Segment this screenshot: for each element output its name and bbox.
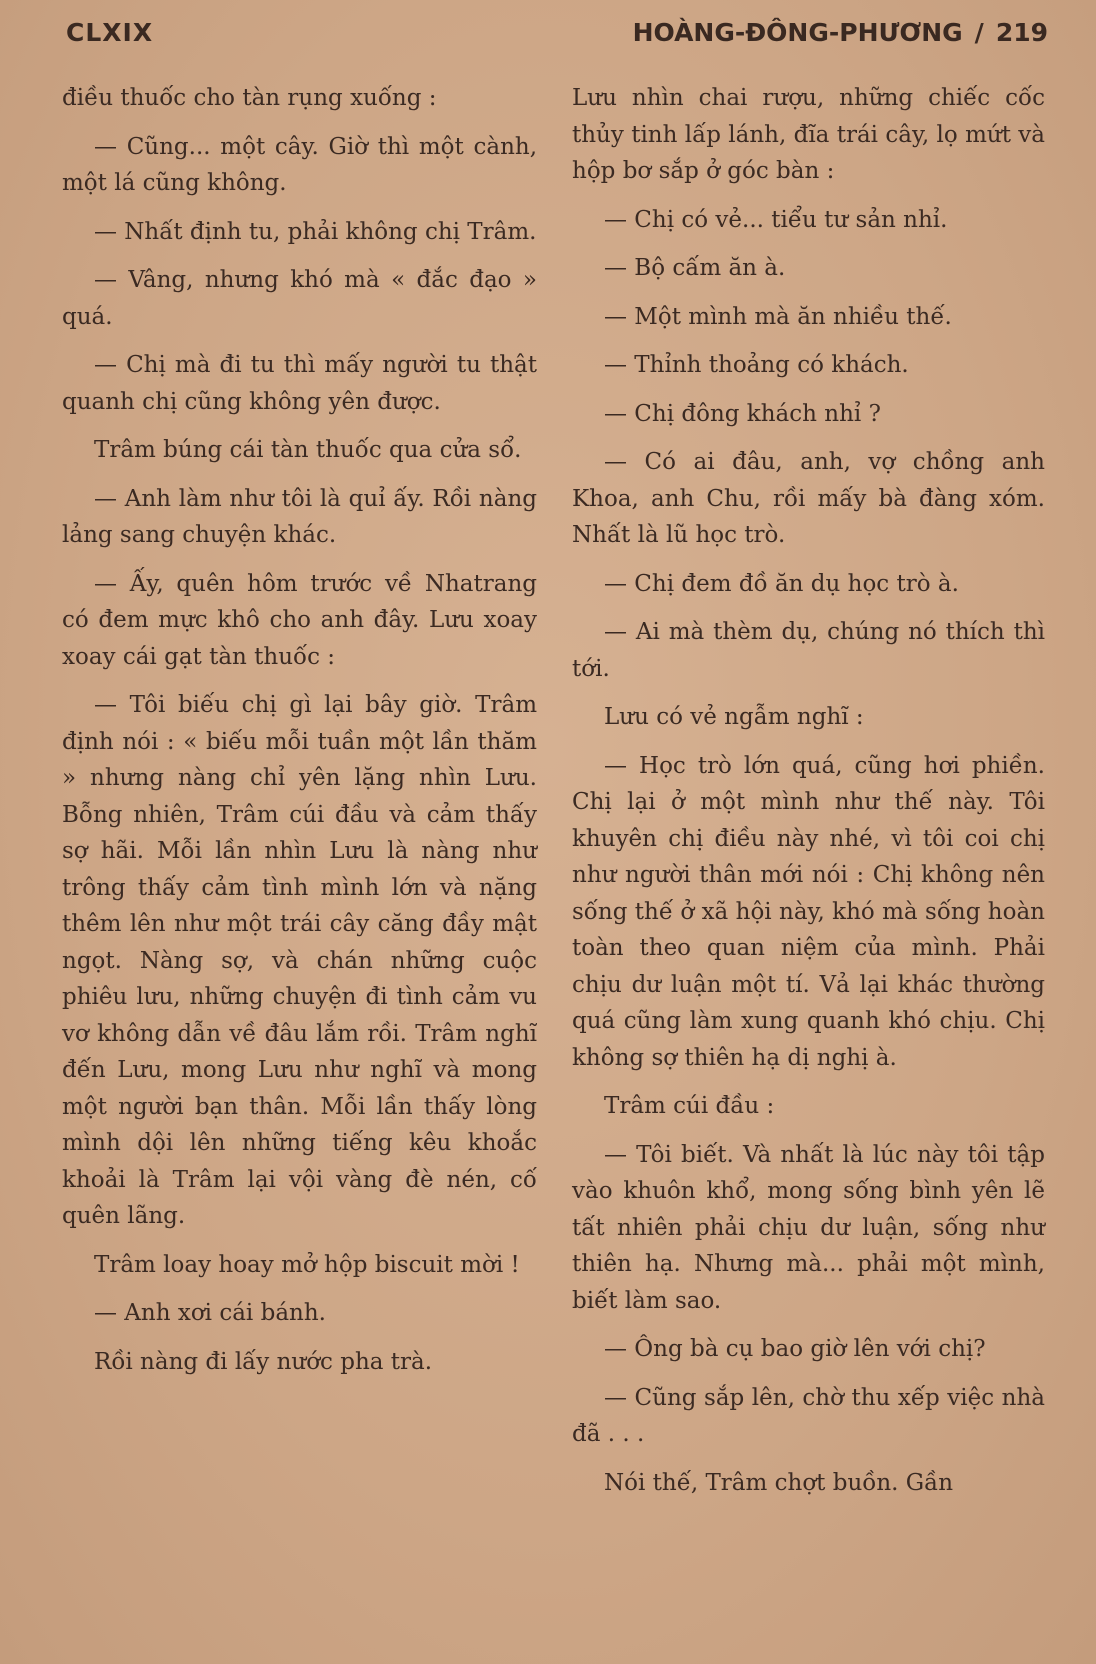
paragraph: — Có ai đâu, anh, vợ chồng anh Khoa, anh Chu, rồi mấy bà đàng xóm. Nhất là lũ học trò. — [572, 449, 1045, 548]
paragraph: Trâm loay hoay mở hộp biscuit mời ! — [94, 1251, 520, 1278]
paragraph: Nói thế, Trâm chợt buồn. Gần — [604, 1469, 954, 1496]
paragraph: Lưu nhìn chai rượu, những chiếc cốc thủy tinh lấp lánh, đĩa trái cây, lọ mứt và hộp bơ sắp ở góc bàn : — [572, 85, 1045, 184]
header-separator: / — [974, 18, 984, 47]
page-number: 219 — [995, 18, 1048, 47]
paragraph: — Cũng sắp lên, chờ thu xếp việc nhà đã . . . — [572, 1384, 1045, 1447]
paragraph: — Ai mà thèm dụ, chúng nó thích thì tới. — [572, 619, 1045, 682]
paragraph: — Cũng... một cây. Giờ thì một cành, một lá cũng không. — [62, 133, 537, 196]
paragraph: — Nhất định tu, phải không chị Trâm. — [94, 218, 537, 245]
paragraph: — Học trò lớn quá, cũng hơi phiền. Chị lại ở một mình như thế này. Tôi khuyên chị điều này nhé, vì tôi coi chị như người thân mới nói : Chị không nên sống thế ở xã hội này, khó mà sống hoàn toàn theo quan niệm của mình. Phải chịu dư luận một tí. Vả lại khác thường quá cũng làm xung quanh khó chịu. Chị không sợ thiên hạ dị nghị à. — [572, 752, 1045, 1071]
right-text-column — [572, 80, 1045, 1644]
left-text-column — [62, 80, 537, 1644]
paragraph: — Anh xơi cái bánh. — [94, 1300, 326, 1326]
paragraph: — Ấy, quên hôm trước về Nhatrang có đem mực khô cho anh đây. Lưu xoay xoay cái gạt tàn thuốc : — [62, 570, 537, 670]
page-header — [66, 18, 1048, 58]
paragraph: — Bộ cấm ăn à. — [604, 255, 786, 281]
paragraph: — Ông bà cụ bao giờ lên với chị? — [604, 1336, 986, 1362]
running-head — [633, 18, 1048, 47]
paragraph: — Tôi biếu chị gì lại bây giờ. Trâm định nói : « biếu mỗi tuần một lần thăm » nhưng nàng chỉ yên lặng nhìn Lưu. Bỗng nhiên, Trâm cúi đầu và cảm thấy sợ hãi. Mỗi lần nhìn Lưu là nàng như trông thấy cảm tình mình lớn và nặng thêm lên như một trái cây căng đầy mật ngọt. Nàng sợ, và chán những cuộc phiêu lưu, những chuyện đi tình cảm vu vơ không dẫn về đâu lắm rồi. Trâm nghĩ đến Lưu, mong Lưu như nghĩ và mong một người bạn thân. Mỗi lần thấy lòng mình dội lên những tiếng kêu khoắc khoải là Trâm lại vội vàng đè nén, cố quên lãng. — [62, 692, 537, 1229]
chapter-number: CLXIX — [66, 18, 154, 47]
paragraph: Lưu có vẻ ngẫm nghĩ : — [604, 704, 864, 730]
paragraph: Rồi nàng đi lấy nước pha trà. — [94, 1348, 433, 1375]
paragraph: — Chị có vẻ... tiểu tư sản nhỉ. — [604, 206, 948, 233]
paragraph: — Một mình mà ăn nhiều thế. — [604, 303, 952, 330]
paragraph: — Anh làm như tôi là quỉ ấy. Rồi nàng lảng sang chuyện khác. — [62, 485, 537, 548]
paragraph: — Tôi biết. Và nhất là lúc này tôi tập vào khuôn khổ, mong sống bình yên lẽ tất nhiên phải chịu dư luận, sống như thiên hạ. Nhưng mà... phải một mình, biết làm sao. — [572, 1141, 1045, 1314]
author-name: HOÀNG-ĐÔNG-PHƯƠNG — [632, 18, 963, 47]
paragraph: Trâm búng cái tàn thuốc qua cửa sổ. — [94, 437, 522, 463]
paragraph: điều thuốc cho tàn rụng xuống : — [62, 85, 437, 111]
paragraph: Trâm cúi đầu : — [604, 1093, 775, 1119]
paragraph: — Chị đông khách nhỉ ? — [604, 400, 881, 427]
paragraph: — Chị mà đi tu thì mấy người tu thật quanh chị cũng không yên được. — [62, 352, 537, 415]
paragraph: — Chị đem đồ ăn dụ học trò à. — [604, 570, 959, 597]
paragraph: — Thỉnh thoảng có khách. — [604, 352, 909, 378]
paragraph: — Vâng, nhưng khó mà « đắc đạo » quá. — [62, 267, 537, 330]
